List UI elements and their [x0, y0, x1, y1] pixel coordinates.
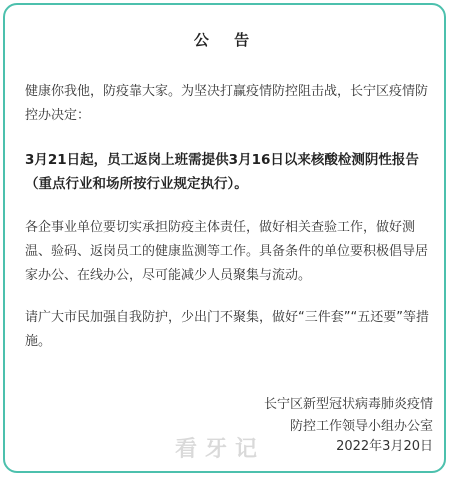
- intro-paragraph: 健康你我他，防疫靠大家。为坚决打赢疫情防控阻击战，长宁区疫情防控办决定：: [25, 84, 429, 123]
- signature-line-1: 长宁区新型冠状病毒肺炎疫情: [263, 397, 433, 412]
- enterprise-paragraph: 各企事业单位要切实承担防疫主体责任，做好相关查验工作，做好测温、验码、返岗员工的健康监测等工作。具备条件的单位要积极倡导居家办公、在线办公，尽可能减少人员聚集与流动。: [25, 220, 429, 283]
- watermark-text: 看牙记: [175, 437, 266, 462]
- signature-line-2: 防控工作领导小组办公室: [289, 419, 433, 434]
- signature-date: 2022年3月20日: [336, 439, 433, 454]
- citizen-paragraph: 请广大市民加强自我防护，少出门不聚集，做好“三件套”“五还要”等措施。: [25, 310, 429, 349]
- notice-title: 公 告: [193, 31, 260, 49]
- key-requirement-paragraph: 3月21日起，员工返岗上班需提供3月16日以来核酸检测阴性报告（重点行业和场所按行业规定执行）。: [25, 152, 419, 192]
